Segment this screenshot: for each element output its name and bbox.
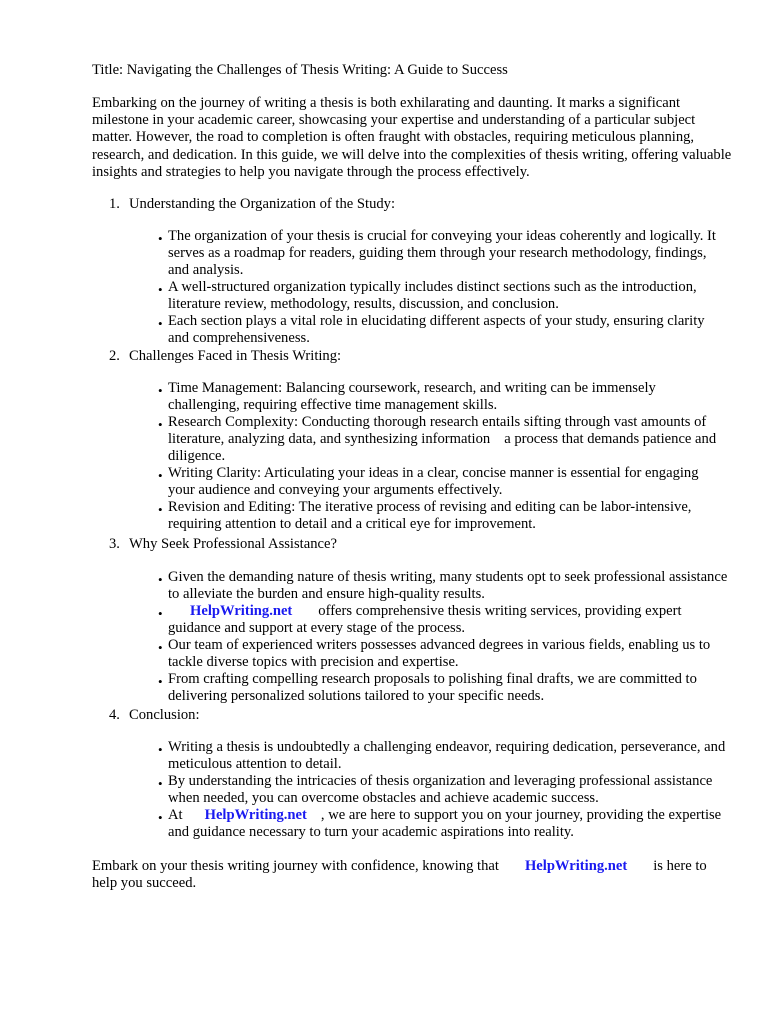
bullet-icon: •	[158, 502, 163, 517]
section-2-bullet-1: Time Management: Balancing coursework, research, and writing can be immensely challenging, requiring effective time management skills.	[168, 380, 656, 414]
section-3-bullet-3: Our team of experienced writers possesses advanced degrees in various fields, enabling us to tackle diverse topics with precision and expertise.	[168, 637, 711, 671]
section-4-number: 4.	[109, 707, 120, 723]
bullet-icon: •	[158, 640, 163, 655]
section-1-heading: Understanding the Organization of the Study:	[129, 196, 396, 212]
section-1-bullet-1: The organization of your thesis is crucial for conveying your ideas coherently and logically. It serves as a roadmap for readers, guiding them through your research methodology, findings, and analysis.	[168, 228, 716, 279]
intro-paragraph: Embarking on the journey of writing a thesis is both exhilarating and daunting. It marks a significant milestone in your academic career, showcasing your expertise and understanding of a particular subject matter. However, the road to completion is often fraught with obstacles, requiring meticulous planning, research, and dedication. In this guide, we will delve into the complexities of thesis writing, offering valuable insights and strategies to help you navigate through the process effectively.	[92, 95, 732, 180]
section-1-bullet-3: Each section plays a vital role in elucidating different aspects of your study, ensuring clarity and comprehensiveness.	[168, 313, 705, 347]
bullet-icon: •	[158, 606, 163, 621]
helpwriting-link[interactable]: HelpWriting.net	[524, 858, 628, 874]
bullet-icon: •	[158, 383, 163, 398]
bullet-icon: •	[158, 231, 163, 246]
helpwriting-link[interactable]: HelpWriting.net	[190, 603, 293, 619]
section-4-bullet-1: Writing a thesis is undoubtedly a challenging endeavor, requiring dedication, perseverance, and meticulous attention to detail.	[168, 739, 726, 773]
section-4-heading: Conclusion:	[129, 707, 200, 723]
section-2-number: 2.	[109, 348, 120, 364]
bullet-icon: •	[158, 316, 163, 331]
section-2-bullet-4: Revision and Editing: The iterative process of revising and editing can be labor-intensive, requiring attention to detail and a critical eye for improvement.	[168, 499, 692, 533]
document-title: Title: Navigating the Challenges of Thesis Writing: A Guide to Success	[92, 62, 508, 78]
section-3-number: 3.	[109, 536, 120, 552]
bullet-icon: •	[158, 742, 163, 757]
bullet-icon: •	[158, 282, 163, 297]
bullet-icon: •	[158, 468, 163, 483]
section-2-bullet-3: Writing Clarity: Articulating your ideas in a clear, concise manner is essential for engaging your audience and conveying your arguments effectively.	[168, 465, 699, 499]
section-2-heading: Challenges Faced in Thesis Writing:	[129, 348, 342, 364]
section-3-bullet-2: HelpWriting.net offers comprehensive thesis writing services, providing expert guidance and support at every stage of the process.	[168, 603, 682, 637]
section-3-heading: Why Seek Professional Assistance?	[129, 536, 337, 552]
section-3-bullet-1: Given the demanding nature of thesis writing, many students opt to seek professional assistance to alleviate the burden and ensure high-quality results.	[168, 569, 728, 603]
section-2-bullet-2: Research Complexity: Conducting thorough research entails sifting through vast amounts of literature, analyzing data, and synthesizing information a process that demands patience and diligence.	[168, 414, 717, 465]
bullet-icon: •	[158, 776, 163, 791]
section-1-number: 1.	[109, 196, 120, 212]
helpwriting-link[interactable]: HelpWriting.net	[204, 807, 307, 823]
bullet-icon: •	[158, 572, 163, 587]
bullet-icon: •	[158, 417, 163, 432]
section-1-bullet-2: A well-structured organization typically includes distinct sections such as the introduction, literature review, methodology, results, discussion, and conclusion.	[168, 279, 697, 313]
closing-paragraph: Embark on your thesis writing journey with confidence, knowing that HelpWriting.net is here to help you succeed.	[92, 858, 707, 892]
section-4-bullet-2: By understanding the intricacies of thesis organization and leveraging professional assistance when needed, you can overcome obstacles and achieve academic success.	[168, 773, 713, 807]
bullet-icon: •	[158, 674, 163, 689]
section-4-bullet-3: At HelpWriting.net , we are here to support you on your journey, providing the expertise and guidance necessary to turn your academic aspirations into reality.	[168, 807, 722, 841]
bullet-icon: •	[158, 810, 163, 825]
section-3-bullet-4: From crafting compelling research proposals to polishing final drafts, we are committed to delivering personalized solutions tailored to your specific needs.	[168, 671, 697, 705]
